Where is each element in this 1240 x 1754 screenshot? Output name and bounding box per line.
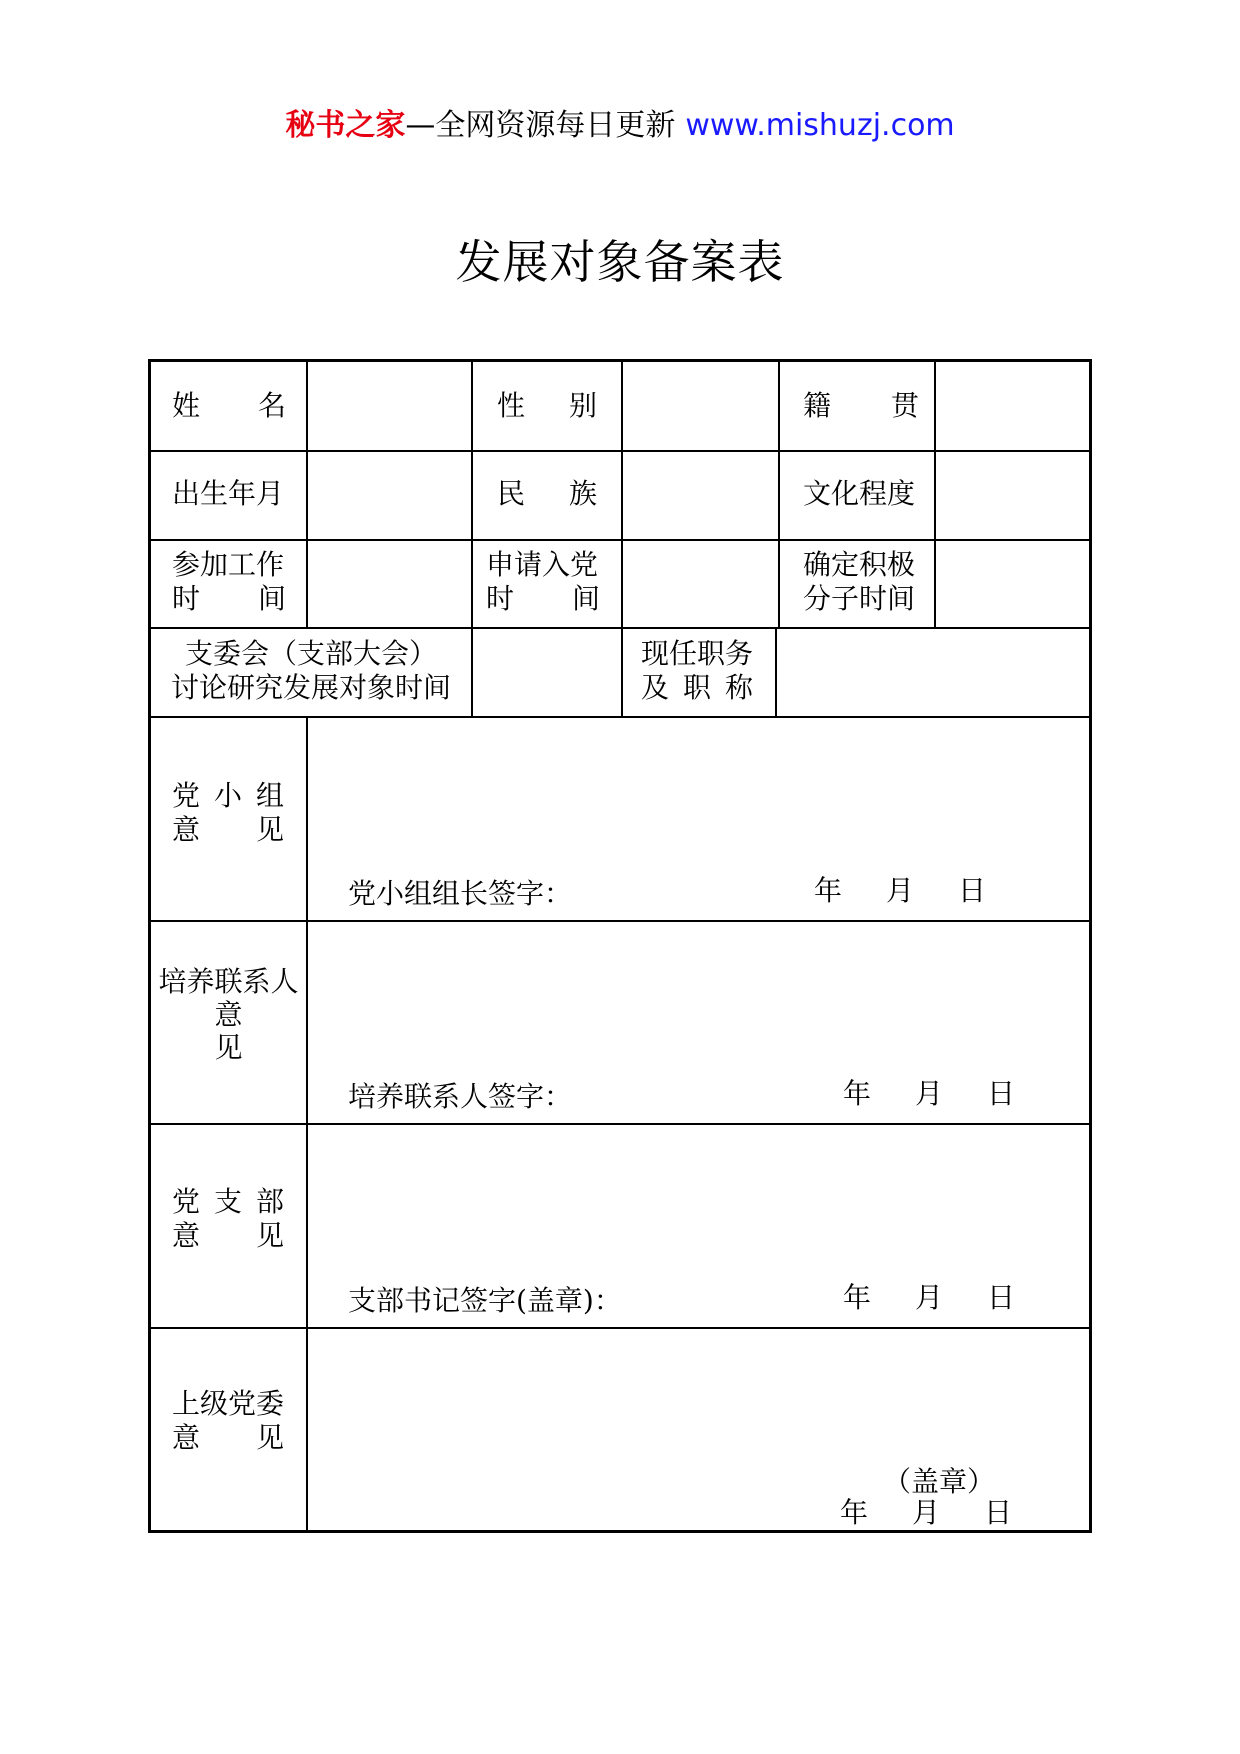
label-char: 见 [255, 813, 284, 846]
activist-label-line2: 分子时间 [803, 582, 916, 615]
row-divider [151, 539, 1089, 541]
ethnic-label-char: 民 [497, 477, 526, 510]
discussion-date-label [151, 637, 471, 705]
col-divider [621, 362, 623, 716]
date-year: 年 [840, 1496, 869, 1529]
position-title-label [641, 637, 753, 705]
label-char: 小 [213, 779, 242, 812]
col-divider [306, 716, 308, 1530]
committee-opinion-label [172, 1387, 284, 1455]
row-divider [151, 716, 1089, 718]
position-label-char: 及 [641, 671, 670, 704]
branch-secretary-signature: 支部书记签字(盖章)： [348, 1284, 622, 1317]
label-char: 见 [255, 1421, 284, 1454]
activist-date-field[interactable] [937, 542, 1087, 625]
ethnic-label [497, 477, 597, 511]
banner-tagline: 全网资源每日更新 [435, 108, 676, 143]
apply-label-char: 间 [571, 582, 600, 615]
label-char: 支 [213, 1185, 242, 1218]
name-label [172, 389, 286, 423]
date-month: 月 [886, 874, 915, 907]
education-label: 文化程度 [803, 477, 916, 510]
committee-opinion-line2 [172, 1421, 284, 1455]
discussion-date-field[interactable] [474, 630, 619, 714]
branch-opinion-line1 [172, 1185, 284, 1219]
label-char: 见 [255, 1219, 284, 1252]
contact-opinion-line3: 见 [214, 1031, 243, 1064]
apply-label-line2 [486, 582, 600, 616]
document-title: 发展对象备案表 [455, 235, 785, 289]
apply-label-line1: 申请入党 [486, 548, 599, 581]
col-divider [775, 627, 777, 716]
banner-dash: — [405, 108, 436, 143]
label-char: 意 [172, 813, 201, 846]
banner-url[interactable]: www.mishuzj.com [685, 108, 955, 143]
native-label-char: 籍 [803, 389, 832, 422]
native-place-label [803, 389, 919, 423]
contact-opinion-line2: 意 [214, 998, 243, 1031]
work-label-char: 间 [257, 582, 286, 615]
row-divider [151, 627, 1089, 629]
date-year: 年 [843, 1077, 872, 1110]
activist-date-label [803, 548, 915, 616]
row-divider [151, 1327, 1089, 1329]
date-day: 日 [987, 1281, 1016, 1314]
col-divider [778, 362, 780, 627]
name-label-char: 名 [257, 389, 286, 422]
work-start-field[interactable] [309, 542, 469, 625]
birth-date-label: 出生年月 [172, 477, 285, 510]
group-opinion-line1 [172, 779, 284, 813]
committee-opinion-date [840, 1496, 1012, 1530]
label-char: 意 [172, 1421, 201, 1454]
col-divider [934, 362, 936, 627]
apply-date-field[interactable] [624, 542, 776, 625]
position-title-field[interactable] [778, 630, 1087, 714]
gender-field[interactable] [624, 364, 776, 448]
position-label-char: 职 [682, 671, 711, 704]
branch-opinion-field[interactable] [309, 1126, 1087, 1256]
work-label-char: 时 [172, 582, 201, 615]
work-start-label-line1: 参加工作 [172, 548, 285, 581]
group-opinion-date [814, 874, 986, 908]
committee-opinion-line1: 上级党委 [172, 1387, 285, 1420]
discussion-label-line2: 讨论研究发展对象时间 [170, 671, 451, 704]
work-start-label [172, 548, 286, 616]
education-field[interactable] [937, 453, 1087, 537]
gender-label [497, 389, 597, 423]
site-banner [0, 104, 1240, 148]
name-label-char: 姓 [172, 389, 201, 422]
col-divider [471, 362, 473, 716]
date-day: 日 [987, 1077, 1016, 1110]
committee-opinion-field[interactable] [309, 1330, 1087, 1450]
date-month: 月 [915, 1281, 944, 1314]
branch-opinion-date [843, 1281, 1015, 1315]
work-start-label-line2 [172, 582, 286, 616]
contact-opinion-label [151, 965, 306, 1064]
group-opinion-field[interactable] [309, 719, 1087, 849]
gender-label-char: 别 [568, 389, 597, 422]
banner-brand: 秘书之家 [285, 108, 406, 143]
date-year: 年 [814, 874, 843, 907]
ethnic-field[interactable] [624, 453, 776, 537]
date-day: 日 [958, 874, 987, 907]
position-label-line2 [641, 671, 753, 705]
activist-label-line1: 确定积极 [803, 548, 916, 581]
gender-label-char: 性 [497, 389, 526, 422]
date-year: 年 [843, 1281, 872, 1314]
branch-opinion-label [172, 1185, 284, 1253]
row-divider [151, 1123, 1089, 1125]
group-opinion-label [172, 779, 284, 847]
date-day: 日 [984, 1496, 1013, 1529]
branch-opinion-line2 [172, 1219, 284, 1253]
label-char: 意 [172, 1219, 201, 1252]
label-char: 党 [172, 1185, 201, 1218]
contact-person-signature: 培养联系人签字： [348, 1080, 573, 1113]
contact-opinion-date [843, 1077, 1015, 1111]
label-char: 部 [255, 1185, 284, 1218]
label-char: 组 [255, 779, 284, 812]
col-divider [306, 362, 308, 627]
discussion-label-line1: 支委会（支部大会） [184, 637, 437, 670]
row-divider [151, 920, 1089, 922]
date-month: 月 [915, 1077, 944, 1110]
position-label-line1: 现任职务 [641, 637, 754, 670]
apply-date-label [486, 548, 600, 616]
row-divider [151, 450, 1089, 452]
position-label-char: 称 [724, 671, 753, 704]
ethnic-label-char: 族 [568, 477, 597, 510]
apply-label-char: 时 [486, 582, 515, 615]
contact-opinion-line1: 培养联系人 [158, 965, 299, 998]
committee-seal: （盖章） [883, 1465, 996, 1498]
record-form-table [148, 359, 1092, 1533]
date-month: 月 [912, 1496, 941, 1529]
group-opinion-line2 [172, 813, 284, 847]
native-place-field[interactable] [937, 364, 1087, 448]
group-leader-signature: 党小组组长签字： [348, 877, 573, 910]
birth-date-field[interactable] [309, 453, 469, 537]
name-field[interactable] [309, 364, 469, 448]
label-char: 党 [172, 779, 201, 812]
native-label-char: 贯 [890, 389, 919, 422]
contact-opinion-field[interactable] [309, 923, 1087, 1053]
